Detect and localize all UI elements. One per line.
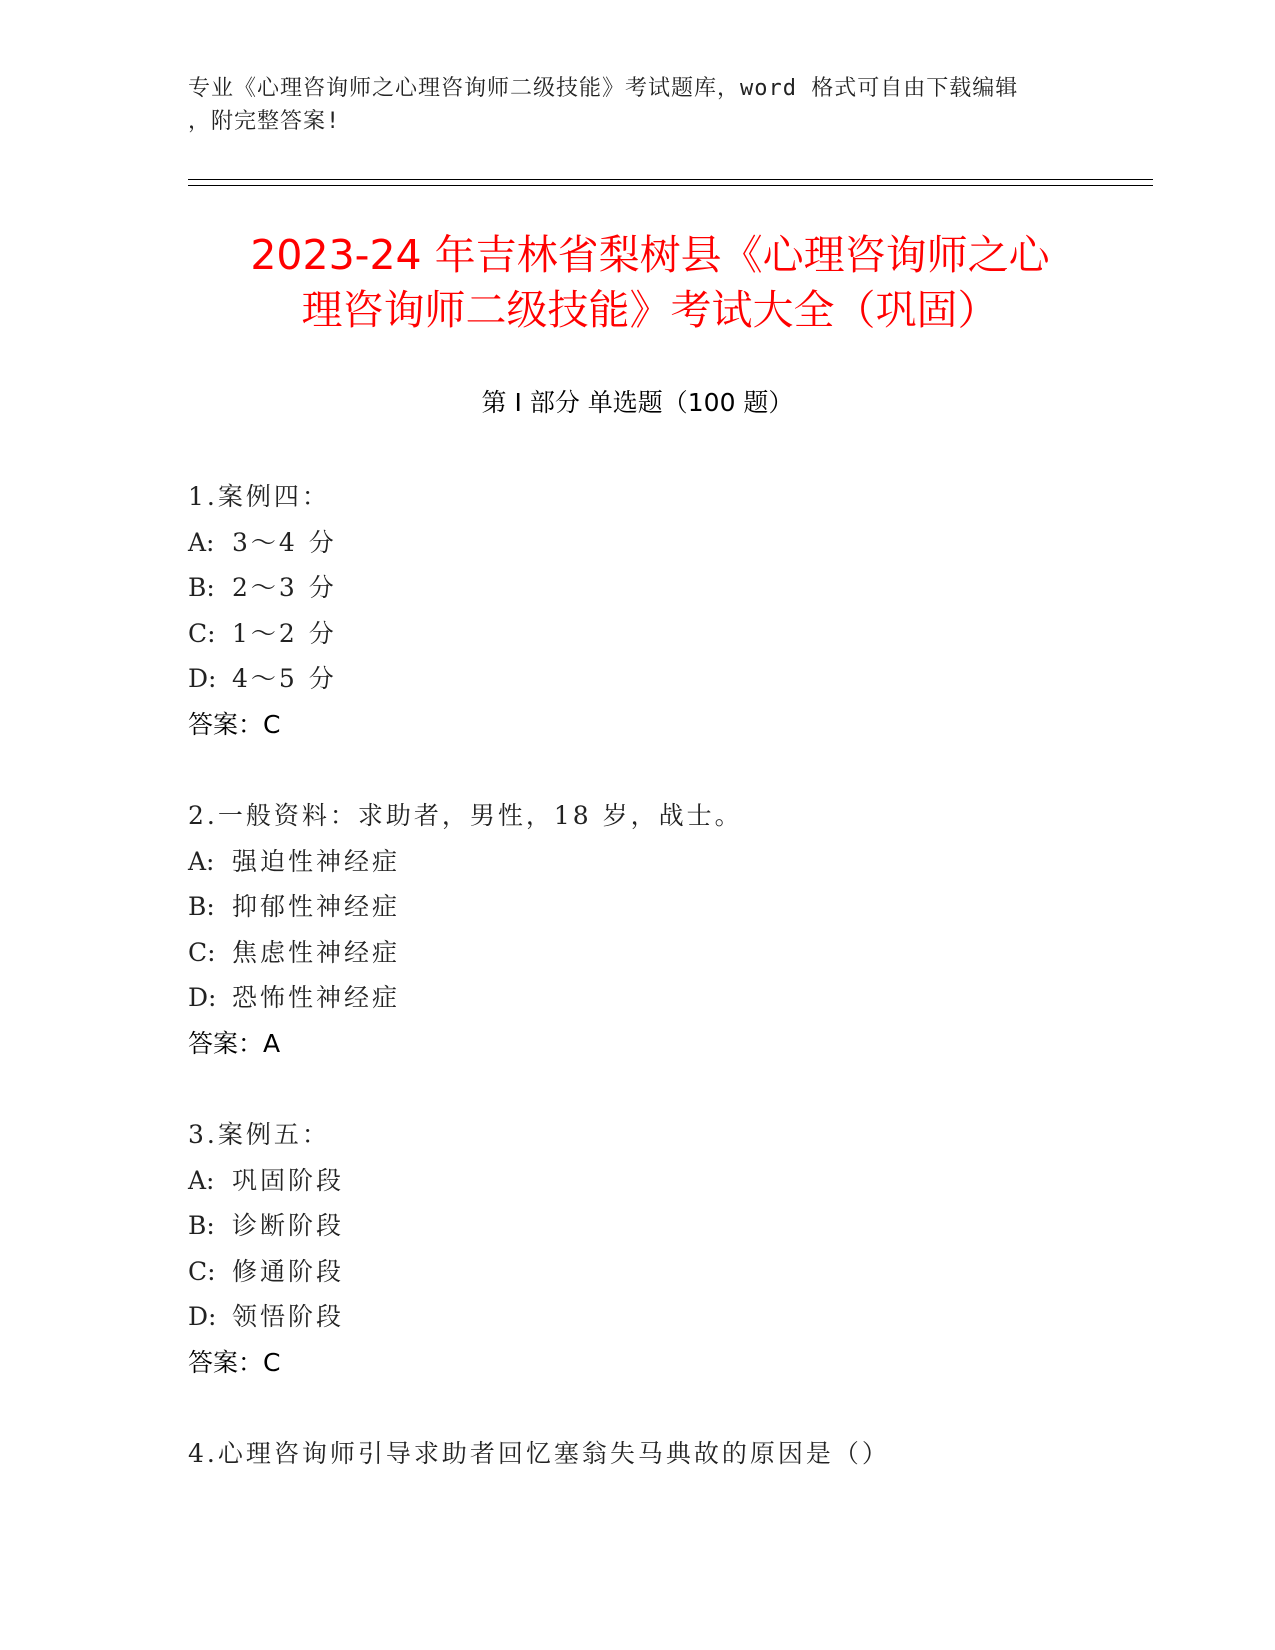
option-label: B: <box>188 892 215 921</box>
question-1 <box>188 474 1148 747</box>
header-note <box>188 72 1088 138</box>
option-d <box>188 975 1148 1021</box>
option-a <box>188 520 1148 566</box>
option-label: C: <box>188 1256 216 1286</box>
question-3 <box>188 1112 1148 1385</box>
option-c <box>188 611 1148 657</box>
option-a <box>188 839 1148 885</box>
answer-prefix: 答案： <box>188 1347 264 1377</box>
answer-line <box>188 1340 1148 1386</box>
answer-value: C <box>263 1347 281 1377</box>
option-text: 4～5 分 <box>232 664 337 693</box>
option-text: 抑郁性神经症 <box>232 892 401 921</box>
option-label: A: <box>188 846 215 876</box>
document-title-line-1: 2023-24 年吉林省梨树县《心理咨询师之心 <box>250 231 1050 279</box>
option-label: D: <box>188 1302 217 1331</box>
answer-line <box>188 1021 1148 1067</box>
option-label: C: <box>188 618 216 648</box>
option-text: 修通阶段 <box>232 1256 345 1286</box>
option-a <box>188 1158 1148 1204</box>
document-title <box>160 228 1140 338</box>
question-stem: 1.案例四： <box>188 482 330 511</box>
option-text: 领悟阶段 <box>232 1302 345 1331</box>
option-c <box>188 1249 1148 1295</box>
answer-line <box>188 702 1148 748</box>
answer-prefix: 答案： <box>188 1028 264 1058</box>
document-title-line-2: 理咨询师二级技能》考试大全（巩固） <box>301 286 999 334</box>
option-b <box>188 884 1148 930</box>
option-label: A: <box>188 1165 215 1195</box>
option-label: D: <box>188 983 217 1012</box>
question-2 <box>188 793 1148 1066</box>
option-text: 巩固阶段 <box>232 1165 345 1195</box>
header-note-line-1: 专业《心理咨询师之心理咨询师二级技能》考试题库，word 格式可自由下载编辑 <box>188 76 1019 101</box>
question-stem: 4.心理咨询师引导求助者回忆塞翁失马典故的原因是（） <box>188 1439 890 1468</box>
option-b <box>188 565 1148 611</box>
option-text: 诊断阶段 <box>232 1211 345 1240</box>
option-label: B: <box>188 1211 215 1240</box>
option-d <box>188 656 1148 702</box>
option-text: 3～4 分 <box>232 527 337 557</box>
option-text: 焦虑性神经症 <box>232 937 401 967</box>
header-note-line-2: ，附完整答案! <box>188 109 341 134</box>
question-list <box>188 474 1148 1523</box>
header-rule-bottom <box>188 185 1153 186</box>
question-4 <box>188 1431 1148 1477</box>
option-label: D: <box>188 664 217 693</box>
option-text: 2～3 分 <box>232 573 337 602</box>
option-label: B: <box>188 573 215 602</box>
option-label: C: <box>188 937 216 967</box>
option-text: 强迫性神经症 <box>232 846 401 876</box>
option-text: 1～2 分 <box>232 618 337 648</box>
option-d <box>188 1294 1148 1340</box>
answer-prefix: 答案： <box>188 709 264 739</box>
question-stem: 3.案例五： <box>188 1120 330 1149</box>
option-text: 恐怖性神经症 <box>232 983 401 1012</box>
option-label: A: <box>188 527 215 557</box>
section-heading: 第 I 部分 单选题（100 题） <box>481 388 794 417</box>
answer-value: A <box>263 1028 281 1058</box>
answer-value: C <box>263 709 281 739</box>
option-c <box>188 930 1148 976</box>
question-stem: 2.一般资料：求助者，男性，18 岁，战士。 <box>188 801 743 830</box>
header-rule-top <box>188 179 1153 180</box>
option-b <box>188 1203 1148 1249</box>
